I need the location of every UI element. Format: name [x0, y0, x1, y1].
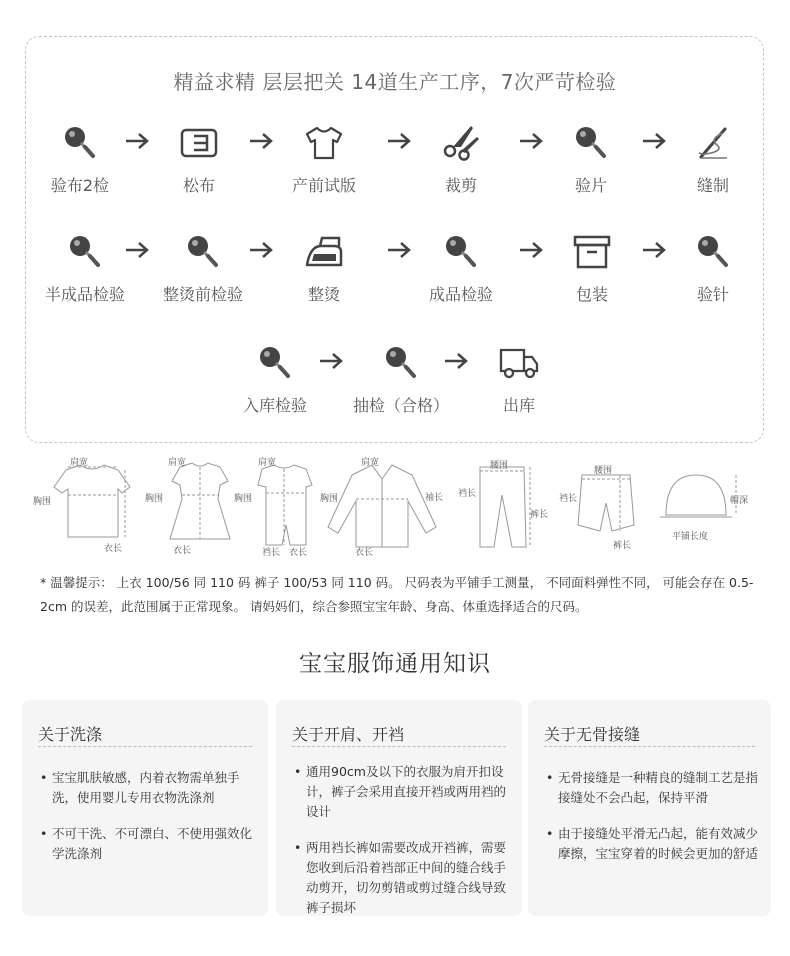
process-title: 精益求精 层层把关 14道生产工序，7次严苛检验: [173, 70, 617, 94]
step-label: 缝制: [696, 176, 729, 195]
step-ironing: [259, 232, 389, 305]
step-label: 裁剪: [444, 176, 477, 195]
step-label: 验片: [574, 176, 607, 195]
card-seamless: [528, 700, 771, 916]
step-label: 整烫: [307, 285, 340, 304]
magnifier-icon: [381, 343, 421, 383]
needle-thread-icon: [693, 123, 733, 163]
card-divider: [38, 746, 252, 747]
magnifier-icon: [60, 123, 100, 163]
label-chest: 胸围: [33, 497, 52, 507]
size-tip: * 温馨提示： 上衣 100/56 同 110 码 裤子 100/53 同 110 码。 尺码表为平铺手工测量， 不同面料弹性不同， 可能会存在 0.5-2cm 的误差，此范围属于正常现象。 请妈妈们，综合参照宝宝年龄、身高、体重选择适合的尺码。: [40, 575, 754, 614]
step-label: 入库检验: [242, 396, 307, 415]
label-crotch: 裆长: [458, 489, 477, 499]
step-panel-inspection: [526, 123, 656, 196]
magnifier-icon: [65, 232, 105, 272]
step-needle-detection: [648, 232, 778, 305]
label-crotch: 裆长: [262, 548, 281, 558]
label-waist: 腰围: [594, 466, 613, 476]
card-title: 关于洗涤: [38, 725, 103, 744]
step-label: 松布: [182, 176, 215, 195]
step-shipping: [454, 343, 584, 416]
label-chest: 胸围: [320, 494, 339, 504]
label-chest: 胸围: [145, 494, 164, 504]
label-shoulder: 肩宽: [168, 458, 187, 468]
truck-icon: [499, 343, 539, 383]
list-item: • 不可干洗、不可漂白、不使用强效化学洗涤剂: [40, 824, 258, 864]
card-title: 关于开肩、开裆: [292, 725, 405, 744]
list-item: • 无骨接缝是一种精良的缝制工艺是指接缝处不会凸起，保持平滑: [546, 768, 761, 808]
list-item: • 通用90cm及以下的衣服为肩开扣设计，裤子会采用直接开裆或两用裆的设计: [294, 762, 512, 822]
list-item: • 两用裆长裤如需要改成开裆裤，需要您收到后沿着裆部正中间的缝合线手动剪开，切勿剪错或剪过缝合线导致裤子损坏: [294, 838, 512, 918]
list-item: • 宝宝肌肤敏感，内着衣物需单独手洗，使用婴儿专用衣物洗涤剂: [40, 768, 258, 808]
step-label: 产前试版: [291, 176, 356, 195]
label-pants-length: 裤长: [530, 510, 549, 520]
knowledge-title: 宝宝服饰通用知识: [299, 651, 491, 677]
step-finished-product-inspection: [396, 232, 526, 305]
card-washing: [22, 700, 268, 916]
fabric-roll-icon: [179, 123, 219, 163]
step-label: 半成品检验: [44, 285, 125, 304]
magnifier-icon: [183, 232, 223, 272]
step-pre-production-sample: [259, 123, 389, 196]
label-shoulder: 肩宽: [258, 458, 277, 468]
magnifier-icon: [571, 123, 611, 163]
label-shoulder: 肩宽: [361, 458, 380, 468]
label-length: 衣长: [355, 548, 374, 558]
card-title: 关于无骨接缝: [544, 725, 641, 744]
garment-outlines: [30, 455, 760, 565]
label-length: 衣长: [104, 544, 123, 554]
label-length: 衣长: [289, 548, 308, 558]
card-divider: [292, 746, 506, 747]
magnifier-icon: [441, 232, 481, 272]
list-item: • 由于接缝处平滑无凸起，能有效减少摩擦，宝宝穿着的时候会更加的舒适: [546, 824, 761, 864]
iron-icon: [304, 232, 344, 272]
step-label: 抽检（合格）: [352, 396, 449, 415]
magnifier-icon: [255, 343, 295, 383]
step-label: 验布2检: [50, 176, 110, 195]
tshirt-icon: [304, 123, 344, 163]
box-icon: [572, 232, 612, 272]
step-label: 包装: [575, 285, 608, 304]
step-label: 验针: [696, 285, 729, 304]
size-diagram: [30, 455, 760, 565]
label-shoulder: 肩宽: [70, 458, 89, 468]
step-label: 整烫前检验: [162, 285, 243, 304]
label-crotch: 裆长: [559, 494, 578, 504]
label-flat-length: 平铺长度: [672, 532, 709, 542]
step-cutting: [396, 123, 526, 196]
label-pants-length: 裤长: [613, 541, 632, 551]
label-chest: 胸围: [234, 494, 253, 504]
step-relax-fabric: [134, 123, 264, 196]
label-waist: 腰围: [490, 461, 509, 471]
step-label: 出库: [502, 396, 535, 415]
step-sewing: [648, 123, 778, 196]
step-packaging: [527, 232, 657, 305]
label-hat-depth: 帽深: [730, 496, 749, 506]
label-length: 衣长: [173, 546, 192, 556]
step-label: 成品检验: [428, 285, 493, 304]
scissors-icon: [441, 123, 481, 163]
card-divider: [544, 746, 755, 747]
label-sleeve: 袖长: [425, 493, 444, 503]
magnifier-icon: [693, 232, 733, 272]
card-opening: [276, 700, 522, 916]
